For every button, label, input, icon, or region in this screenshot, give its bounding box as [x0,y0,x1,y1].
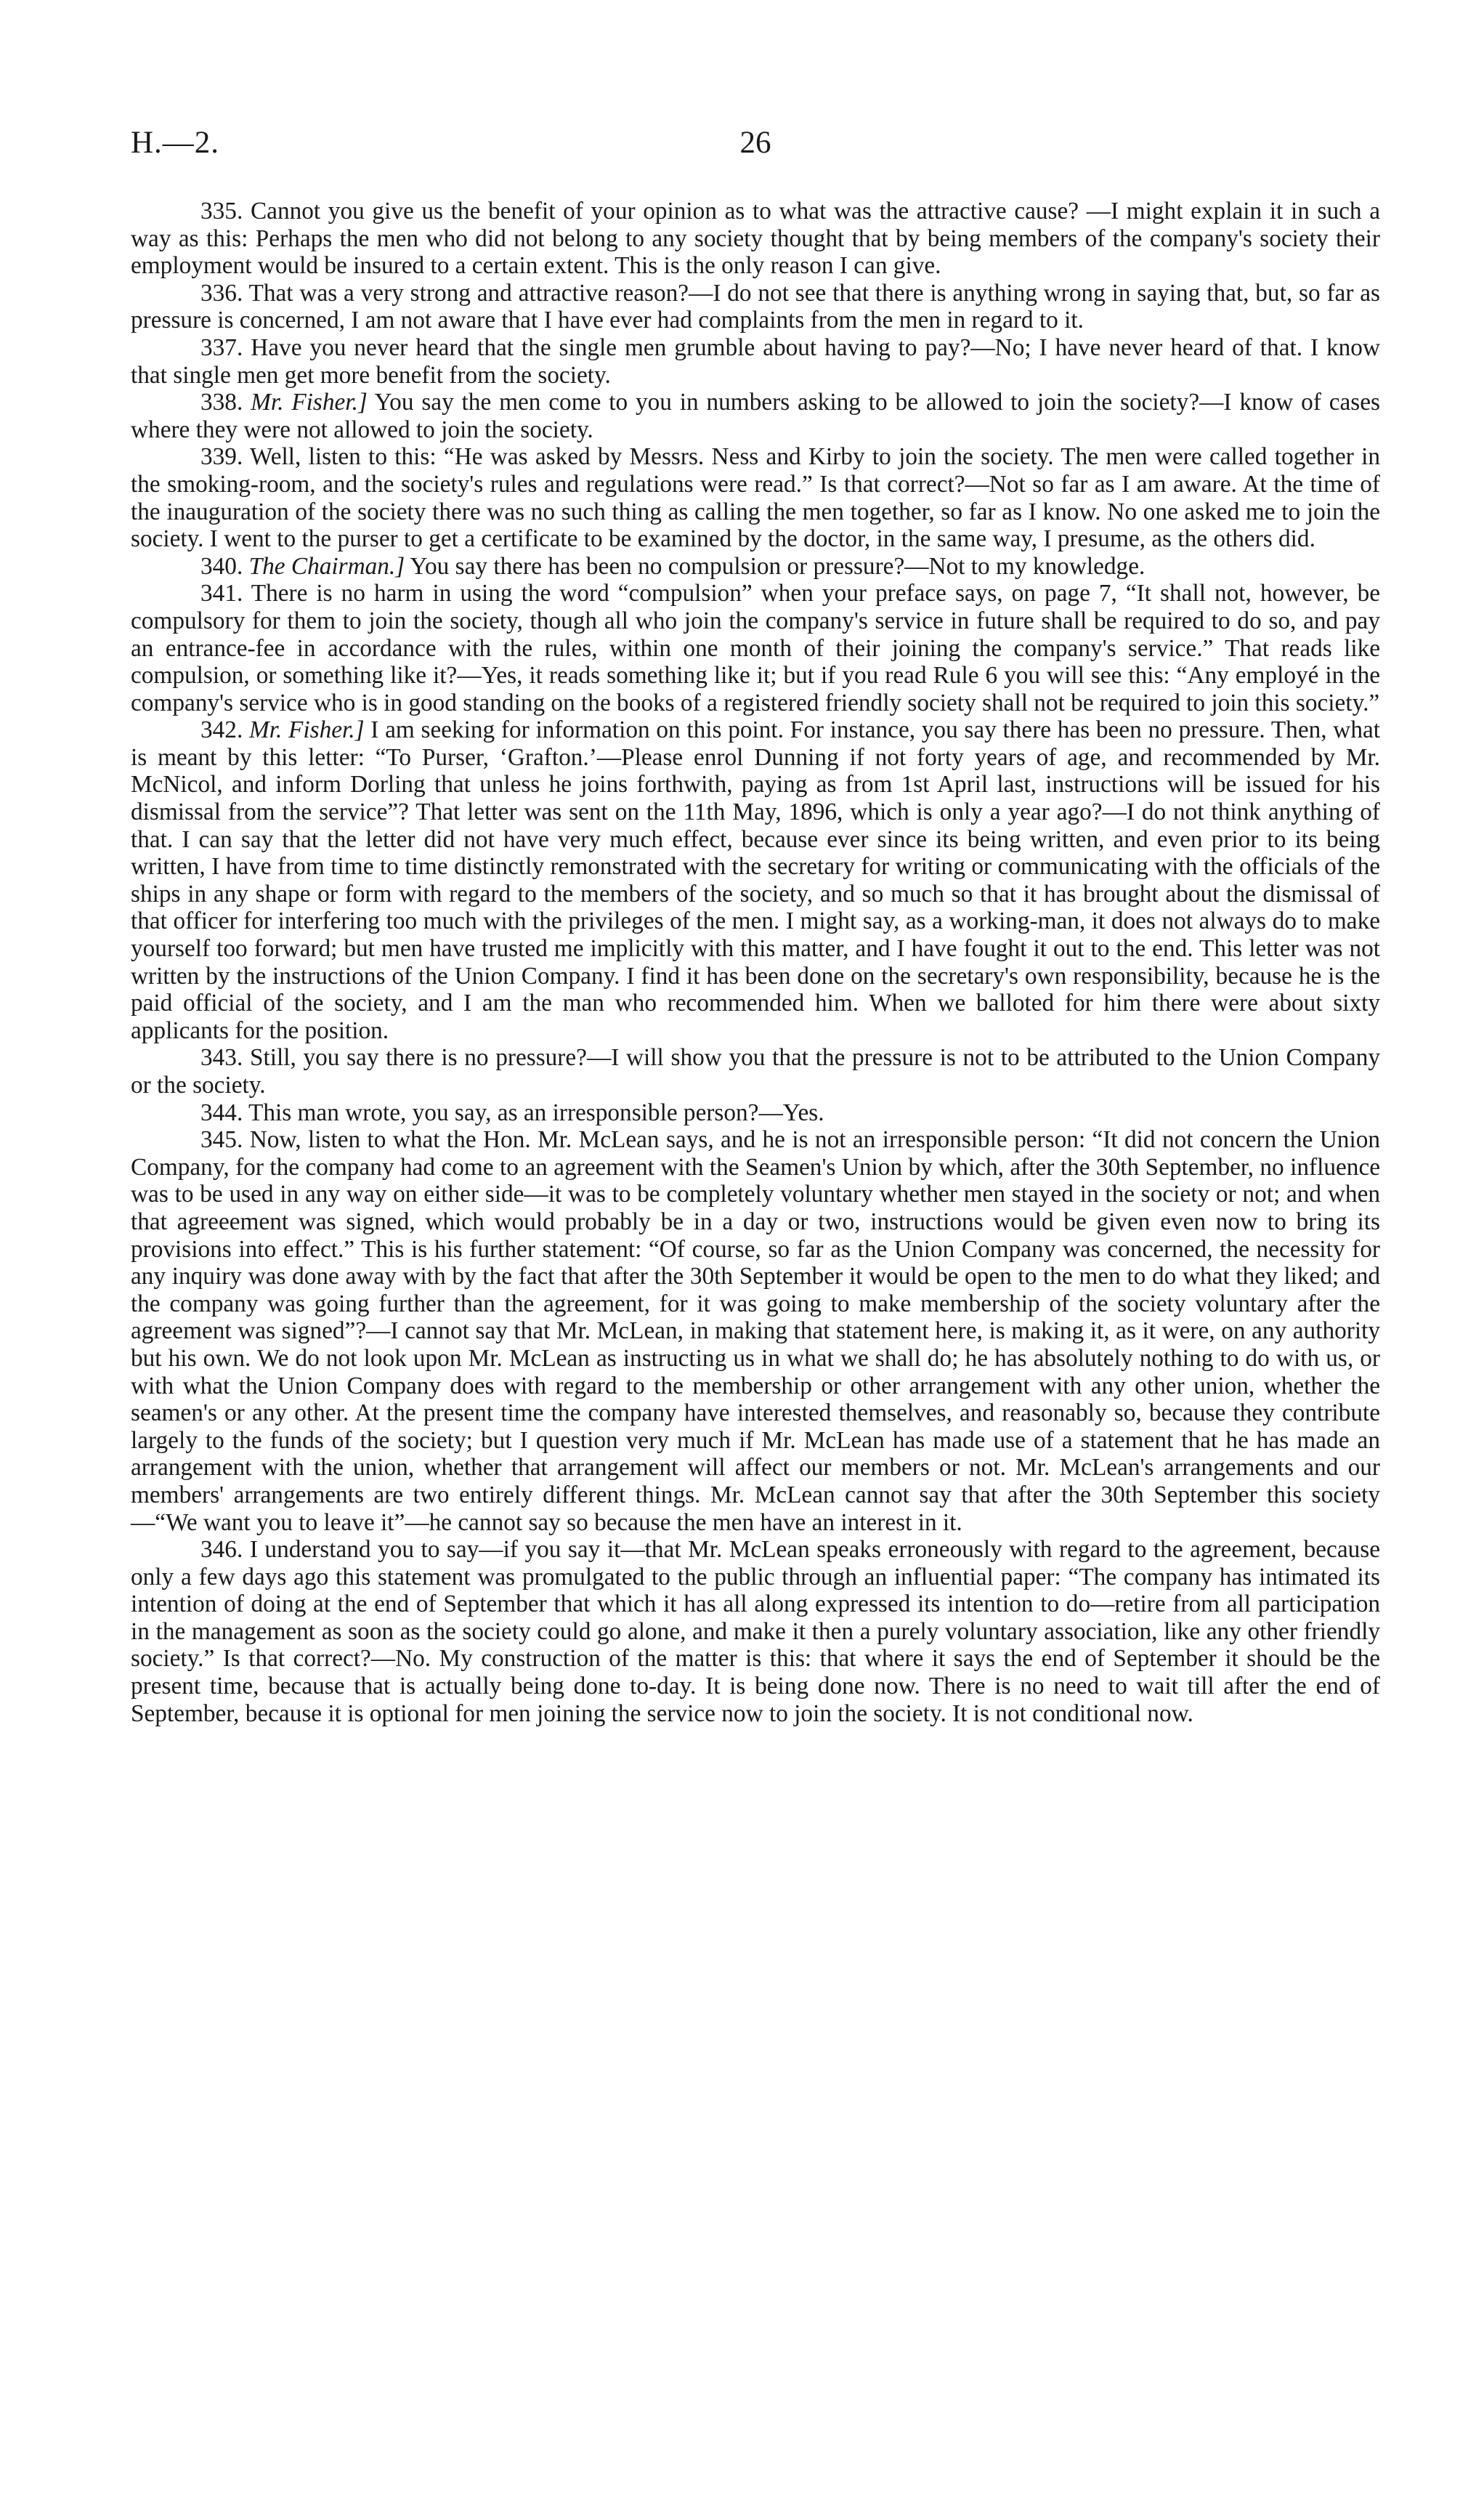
testimony-paragraph [131,443,1380,552]
testimony-paragraph [131,280,1380,334]
testimony-paragraph [131,1099,1380,1127]
page-header [131,125,1380,169]
speaker-label: Mr. Fisher.] [251,389,368,416]
paragraph-text: This man wrote, you say, as an irresponsible person?—Yes. [248,1099,824,1126]
paragraph-text: Cannot you give us the benefit of your opinion as to what was the attractive cause? —I might explain it in such a way as this: Perhaps the men who did not belong to any society thought that by being members of the company's society their employment would be insured to a certain extent. This is the only reason I can give. [131,198,1381,280]
paragraph-text: You say the men come to you in numbers asking to be allowed to join the society?—I know of cases where they were not allowed to join the society. [131,389,1381,443]
question-number: 338. [200,389,243,416]
speaker-label: Mr. Fisher.] [249,716,365,744]
page-number: 26 [739,126,771,160]
paragraph-text: I understand you to say—if you say it—that Mr. McLean speaks erroneously with regard to the agreement, because only a few days ago this statement was promulgated to the public through an influential paper: “The company has intimated its intention of doing at the end of September that which it has all along expressed its intention to do—retire from all participation in the management as soon as the society could go alone, and make it then a purely voluntary association, like any other friendly society.” Is that correct?—No. My construction of the matter is this: that where it says the end of September it should be the present time, because that is actually being done to-day. It is being done now. There is no need to wait till after the end of September, because it is optional for men joining the service now to join the society. It is not conditional now. [131,1536,1380,1727]
testimony-paragraph [131,1126,1380,1536]
testimony-paragraph [131,580,1380,716]
question-number: 337. [200,334,243,361]
question-number: 341. [200,580,243,607]
question-number: 336. [200,279,243,307]
paragraph-text: You say there has been no compulsion or pressure?—Not to my knowledge. [410,552,1146,580]
testimony-paragraph [131,334,1380,389]
question-number: 344. [200,1099,243,1126]
question-number: 343. [200,1044,243,1072]
paragraph-text: Still, you say there is no pressure?—I will show you that the pressure is not to be attributed to the Union Company or the society. [131,1044,1380,1099]
testimony-paragraph [131,1536,1380,1727]
paragraph-text: Have you never heard that the single men grumble about having to pay?—No; I have never heard of that. I know that single men get more benefit from the society. [131,334,1381,389]
question-number: 345. [200,1126,243,1154]
paragraph-text: I am seeking for information on this point. For instance, you say there has been no pressure. Then, what is meant by this letter: “To Purser, ‘Grafton.’—Please enrol Dunning if not forty years of age, and recommended by Mr. McNicol, and inform Dorling that unless he joins forthwith, paying as from 1st April last, instructions will be issued for his dismissal from the service”? That letter was sent on the 11th May, 1896, which is only a year ago?—I do not think anything of that. I can say that the letter did not have very much effect, because ever since its being written, and even prior to its being written, I have from time to time distinctly remonstrated with the secretary for writing or communicating with the officials of the ships in any shape or form with regard to the members of the society, and so much so that it has brought about the dismissal of that officer for interfering too much with the privileges of the men. I might say, as a working-man, it does not always do to make yourself too forward; but men have trusted me implicitly with this matter, and I have fought it out to the end. This letter was not written by the instructions of the Union Company. I find it has been done on the secretary's own responsibility, because he is the paid official of the society, and I am the man who recommended him. When we balloted for him there were about sixty applicants for the position. [131,716,1381,1044]
testimony-paragraph [131,198,1380,280]
question-number: 339. [200,443,243,471]
paragraph-text: Well, listen to this: “He was asked by Messrs. Ness and Kirby to join the society. The men were called together in the smoking-room, and the society's rules and regulations were read.” Is that correct?—Not so far as I am aware. At the time of the inauguration of the society there was no such thing as calling the men together, so far as I know. No one asked me to join the society. I went to the purser to get a certificate to be examined by the doctor, in the same way, I presume, as the others did. [131,443,1381,553]
question-number: 340. [200,552,243,580]
question-number: 342. [200,716,243,744]
document-reference: H.—2. [131,126,220,160]
testimony-paragraph [131,553,1380,581]
paragraph-text: There is no harm in using the word “compulsion” when your preface says, on page 7, “It shall not, however, be compulsory for them to join the society, though all who join the company's service in future shall be required to do so, and pay an entrance-fee in accordance with the rules, within one month of their joining the company's service.” That reads like compulsion, or something like it?—Yes, it reads something like it; but if you read Rule 6 you will see this: “Any employé in the company's service who is in good standing on the books of a registered friendly society shall not be required to join this society.” [131,580,1380,716]
testimony-paragraph [131,716,1380,1044]
paragraph-text: Now, listen to what the Hon. Mr. McLean says, and he is not an irresponsible person: “It did not concern the Union Company, for the company had come to an agreement with the Seamen's Union by which, after the 30th September, no influence was to be used in any way on either side—it was to be completely voluntary whether men stayed in the society or not; and when that agreeement was signed, which would probably be in a day or two, instructions would be given even now to bring its provisions into effect.” This is his further statement: “Of course, so far as the Union Company was concerned, the necessity for any inquiry was done away with by the fact that after the 30th September it would be open to the men to do what they liked; and the company was going further than the agreement, for it was going to make membership of the society voluntary after the agreement was signed”?—I cannot say that Mr. McLean, in making that statement here, is making it, as it were, on any authority but his own. We do not look upon Mr. McLean as instructing us in what we shall do; he has absolutely nothing to do with us, or with what the Union Company does with regard to the membership or other arrangement with any other union, whether the seamen's or any other. At the present time the company have interested themselves, and reasonably so, because they contribute largely to the funds of the society; but I question very much if Mr. McLean has made use of a statement that he has made an arrangement with the union, whether that arrangement will affect our members or not. Mr. McLean's arrangements and our members' arrangements are two entirely different things. Mr. McLean cannot say that after the 30th September this society—“We want you to leave it”—he cannot say so because the men have an interest in it. [131,1126,1380,1536]
testimony-paragraph [131,1044,1380,1099]
paragraph-text: That was a very strong and attractive reason?—I do not see that there is anything wrong in saying that, but, so far as pressure is concerned, I am not aware that I have ever had complaints from the men in regard to it. [131,279,1380,334]
question-number: 335. [200,198,243,225]
testimony-paragraph [131,389,1380,443]
document-body [131,198,1380,1727]
speaker-label: The Chairman.] [248,552,405,580]
question-number: 346. [200,1536,243,1564]
